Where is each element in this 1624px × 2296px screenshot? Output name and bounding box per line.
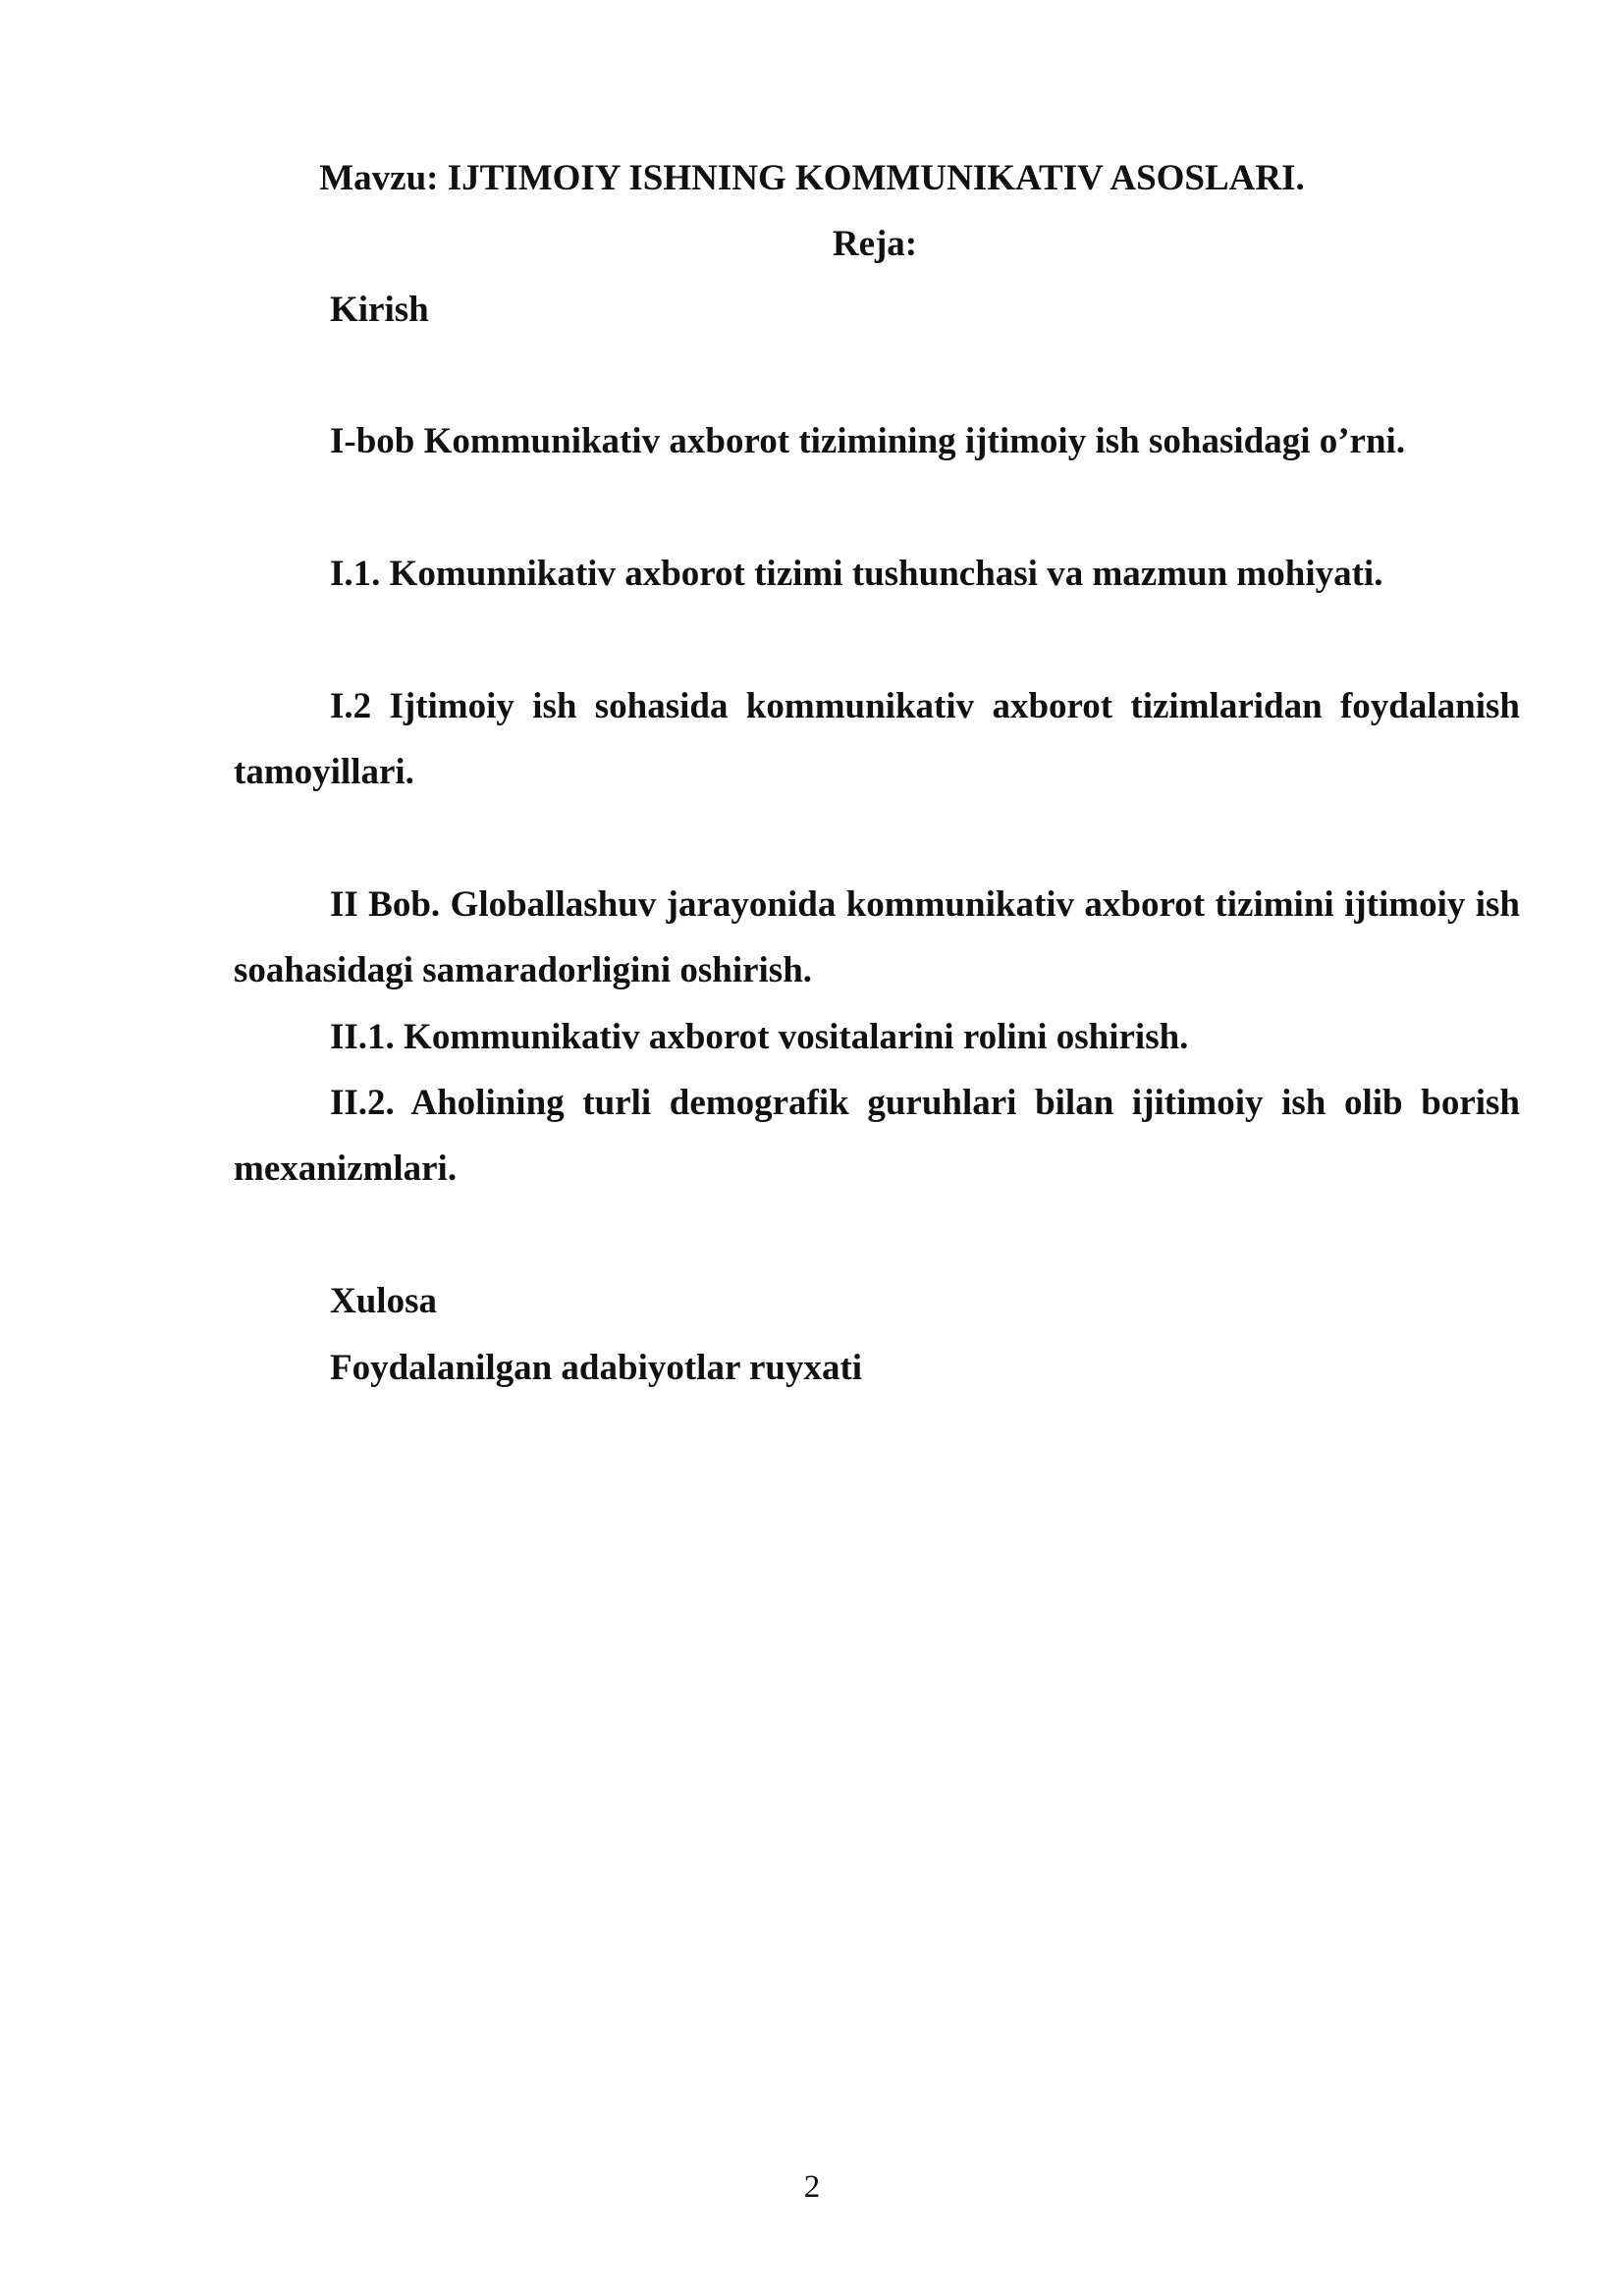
- toc-references: Foydalanilgan adabiyotlar ruyxati: [330, 1348, 863, 1388]
- toc-section-1-2: I.2 Ijtimoiy ish sohasida kommunikativ axborot tizimlaridan foydalanish tamoyillari.: [234, 686, 1520, 792]
- toc-section-2-2: II.2. Aholining turli demografik guruhlari bilan ijitimoiy ish olib borish mexanizmlari.: [234, 1083, 1520, 1189]
- toc-section-1-1: I.1. Komunnikativ axborot tizimi tushunchasi va mazmun mohiyati.: [330, 554, 1383, 594]
- toc-introduction: Kirish: [330, 290, 429, 330]
- page-number: 2: [803, 2169, 821, 2205]
- toc-chapter-1: I-bob Kommunikativ axborot tizimining ijtimoiy ish sohasidagi o’rni.: [330, 421, 1406, 461]
- toc-chapter-2: II Bob. Globallashuv jarayonida kommunikativ axborot tizimini ijtimoiy ish soahasidagi samaradorligini oshirish.: [234, 884, 1520, 990]
- toc-section-2-1: II.1. Kommunikativ axborot vositalarini rolini oshirish.: [330, 1017, 1189, 1057]
- document-title: Mavzu: IJTIMOIY ISHNING KOMMUNIKATIV ASOSLARI.: [319, 158, 1305, 198]
- plan-heading: Reja:: [832, 224, 918, 264]
- toc-conclusion: Xulosa: [330, 1281, 437, 1321]
